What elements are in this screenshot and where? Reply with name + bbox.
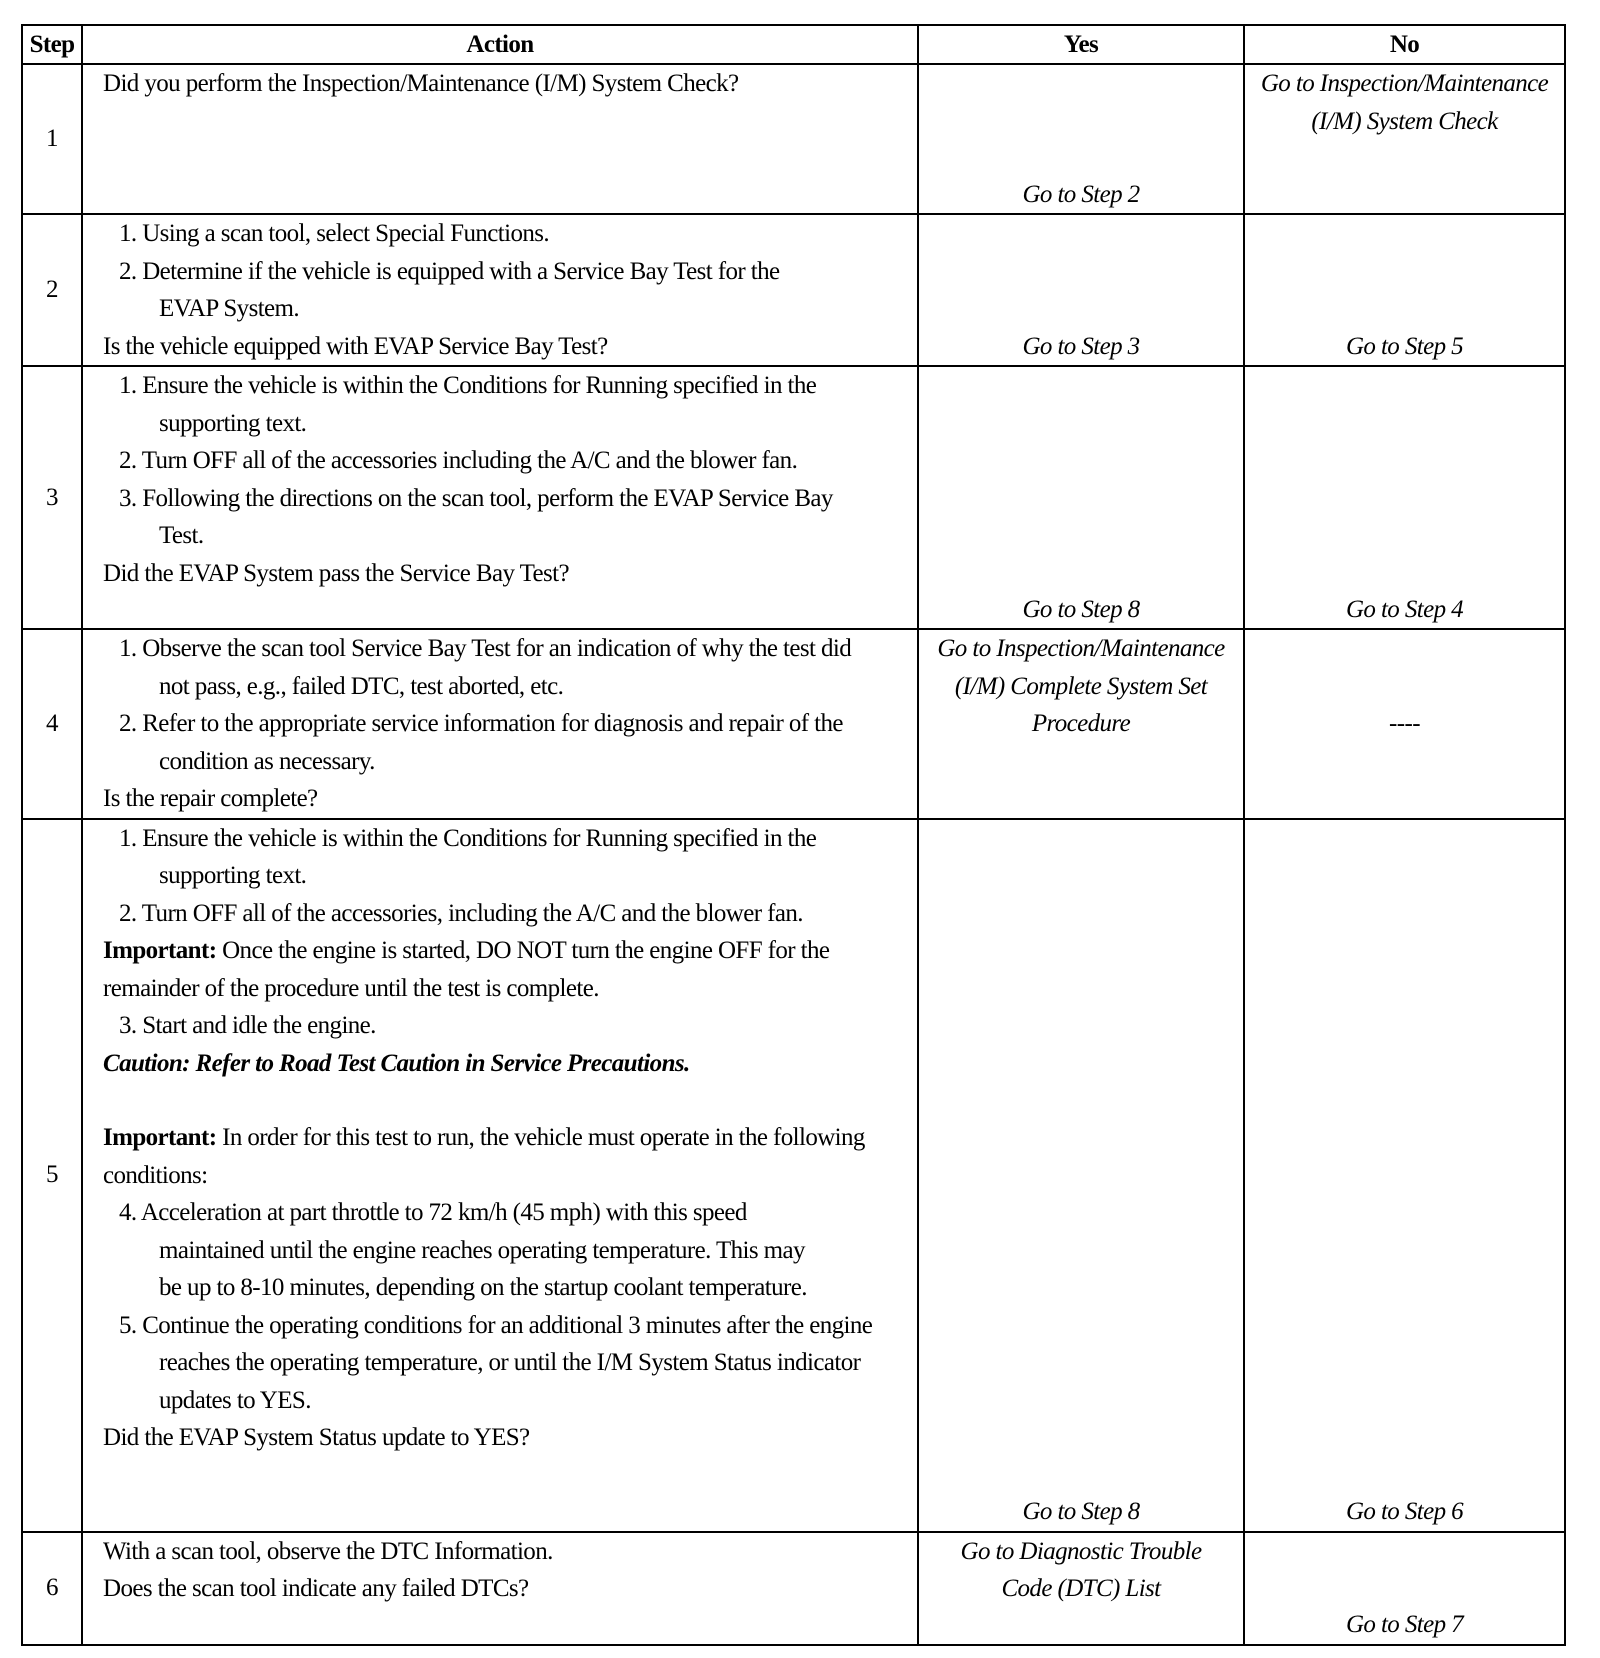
important-note [103,932,911,1007]
question-text: Did the EVAP System pass the Service Bay Test? [103,559,569,587]
important-label: Important: [103,1124,217,1151]
step-number: 3 [22,366,82,629]
question-text: Did you perform the Inspection/Maintenance (I/M) System Check? [103,70,739,97]
action-item: 1. Using a scan tool, select Special Functions. [119,220,550,247]
action-item: 1. Ensure the vehicle is within the Conditions for Running specified in the supporting text. [119,824,817,889]
action-item: 3. Following the directions on the scan tool, perform the EVAP Service Bay Test. [119,484,833,549]
yes-outcome-link[interactable]: Go to Step 8 [918,366,1244,629]
yes-outcome-link[interactable]: Go to Step 8 [918,819,1244,1532]
spacer [103,1082,911,1119]
action-item: 5. Continue the operating conditions for an additional 3 minutes after the engine reaches the operating temperature, or until the I/M System Status indicator updates to YES. [119,1311,873,1414]
yes-outcome-link[interactable]: Go to Diagnostic Trouble Code (DTC) List [918,1532,1244,1645]
important-text: In order for this test to run, the vehicle must operate in the following conditions: [103,1124,865,1189]
yes-outcome-link[interactable]: Go to Step 2 [918,64,1244,214]
action-cell [82,629,918,819]
action-item: 2. Determine if the vehicle is equipped with a Service Bay Test for the EVAP System. [119,257,780,322]
table-row [22,214,1565,366]
table-row [22,64,1565,214]
action-cell [82,819,918,1532]
action-cell [82,1532,918,1645]
no-outcome-text: ---- [1244,629,1565,819]
diagnostic-steps-table [21,24,1566,1646]
step-number: 5 [22,819,82,1532]
important-label: Important: [103,937,217,964]
step-number: 1 [22,64,82,214]
no-outcome-link[interactable]: Go to Step 5 [1244,214,1565,366]
important-note [103,1119,911,1194]
no-outcome-link[interactable]: Go to Step 4 [1244,366,1565,629]
step-number: 6 [22,1532,82,1645]
table-row [22,819,1565,1532]
question-text: Is the vehicle equipped with EVAP Service Bay Test? [103,332,608,360]
action-cell [82,64,918,214]
action-cell [82,214,918,366]
no-outcome-link[interactable]: Go to Inspection/Maintenance (I/M) System Check [1244,64,1565,214]
step-number: 2 [22,214,82,366]
yes-outcome-link[interactable]: Go to Inspection/Maintenance (I/M) Complete System Set Procedure [918,629,1244,819]
header-yes: Yes [918,25,1244,64]
action-line: With a scan tool, observe the DTC Information. [103,1537,553,1565]
action-item: 1. Ensure the vehicle is within the Conditions for Running specified in the supporting text. [119,372,817,437]
action-item: 1. Observe the scan tool Service Bay Test for an indication of why the test did not pass, e.g., failed DTC, test aborted, etc. [119,635,852,700]
action-item: 3. Start and idle the engine. [119,1012,376,1039]
caution-note: Caution: Refer to Road Test Caution in Service Precautions. [103,1049,690,1077]
step-number: 4 [22,629,82,819]
yes-outcome-link[interactable]: Go to Step 3 [918,214,1244,366]
table-row [22,629,1565,819]
header-step: Step [22,25,82,64]
action-item: 2. Turn OFF all of the accessories including the A/C and the blower fan. [119,447,798,474]
header-no: No [1244,25,1565,64]
header-row [22,25,1565,64]
action-item: 4. Acceleration at part throttle to 72 km/h (45 mph) with this speed maintained until the engine reaches operating temperature. This may be up to 8-10 minutes, depending on the startup coolant temperature. [119,1199,807,1301]
header-action: Action [82,25,918,64]
action-cell [82,366,918,629]
action-item: 2. Turn OFF all of the accessories, including the A/C and the blower fan. [119,899,803,927]
question-text: Did the EVAP System Status update to YES? [103,1424,530,1451]
no-outcome-link[interactable]: Go to Step 7 [1244,1532,1565,1645]
important-text: Once the engine is started, DO NOT turn the engine OFF for the remainder of the procedure until the test is complete. [103,937,830,1002]
table-row [22,366,1565,629]
no-outcome-link[interactable]: Go to Step 6 [1244,819,1565,1532]
table-row [22,1532,1565,1645]
question-text: Does the scan tool indicate any failed DTCs? [103,1575,529,1602]
question-text: Is the repair complete? [103,785,318,812]
action-item: 2. Refer to the appropriate service information for diagnosis and repair of the condition as necessary. [119,710,843,775]
